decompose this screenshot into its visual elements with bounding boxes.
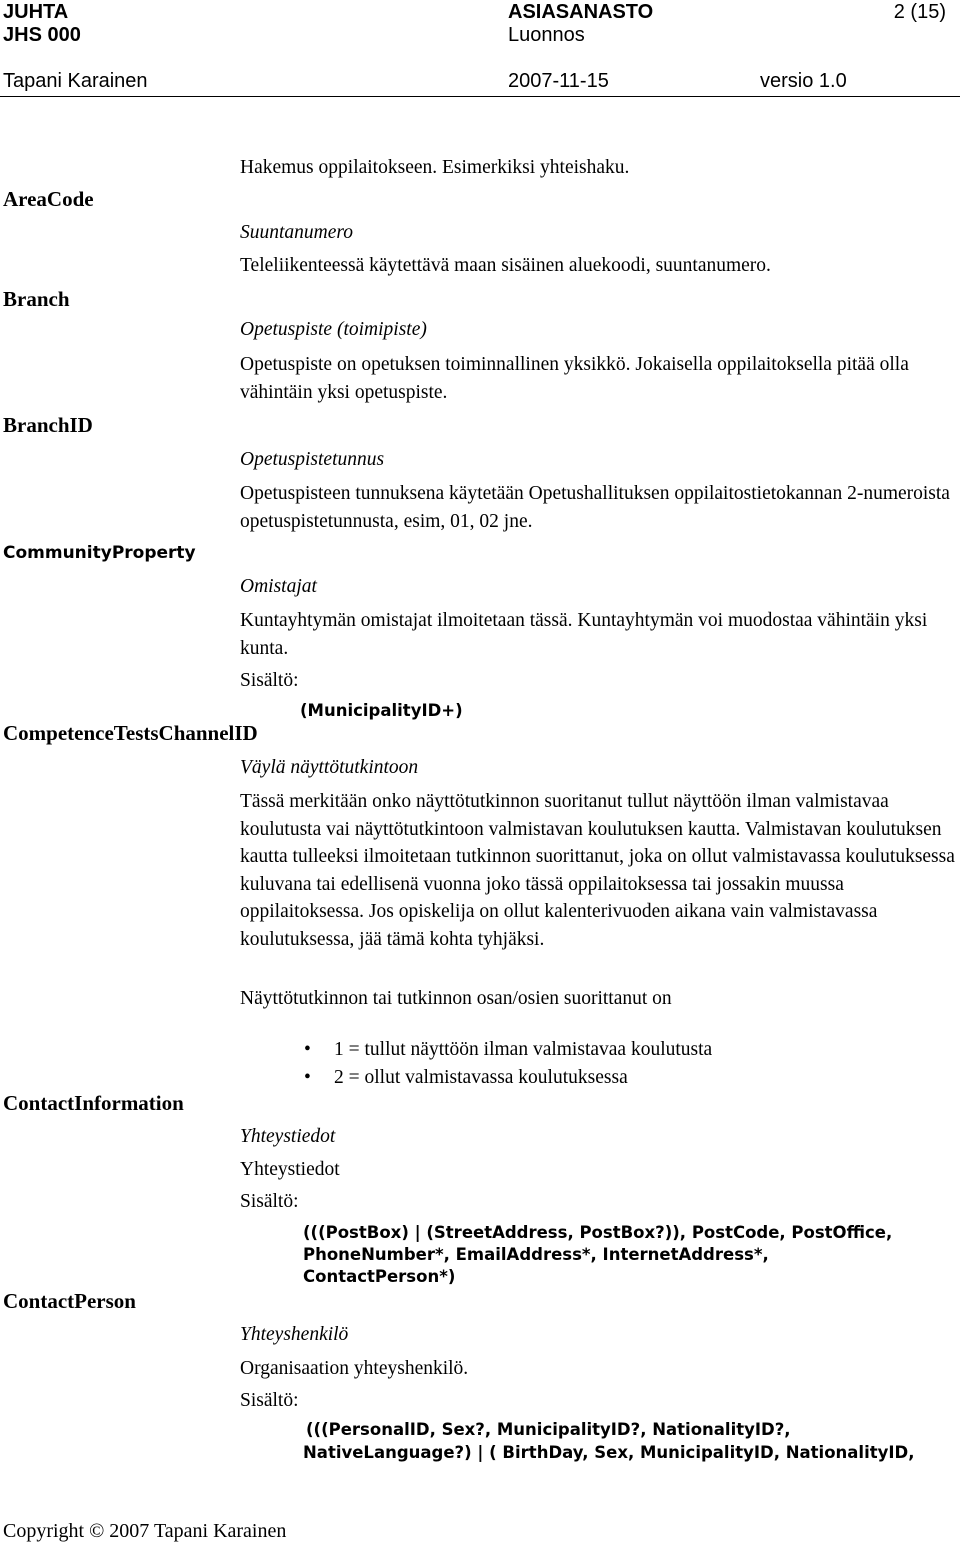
area-code-description: Teleliikenteessä käytettävä maan sisäinen aluekoodi, suuntanumero. (240, 255, 771, 276)
area-code-name: Suuntanumero (240, 222, 354, 243)
contact-person-content-label: Sisältö: (240, 1390, 299, 1411)
header-author: Tapani Karainen (3, 70, 148, 92)
competence-description: Tässä merkitään onko näyttötutkinnon suoritanut tullut näyttöön ilman valmistavaa koulutusta vai näyttötutkintoon valmistavan koulutuksen kautta. Valmistavan koulutuksen kautta tulleeksi ilmoitetaan tutkinnon suorittanut, joka on ollut valmistavassa koulutuksessa kuluvana tai edellisenä vuonna joko tässä oppilaitoksessa tai jossakin muussa oppilaitoksessa. Jos opiskelija on ollut kalenterivuoden aikana vain valmistavassa koulutuksessa, jää tämä kohta tyhjäksi. (240, 791, 955, 950)
header-page-number: 2 (15) (893, 1, 946, 23)
intro-line: Hakemus oppilaitokseen. Esimerkiksi yhteishaku. (240, 157, 630, 178)
header-version: versio 1.0 (760, 70, 847, 92)
competence-lead: Näyttötutkinnon tai tutkinnon osan/osien suorittanut on (240, 988, 672, 1009)
contact-information-content-label: Sisältö: (240, 1191, 299, 1212)
term-competence-tests-channel-id: CompetenceTestsChannelID (3, 721, 258, 745)
community-property-name: Omistajat (240, 576, 317, 597)
header-standard: JHS 000 (3, 24, 81, 46)
community-content-model: (MunicipalityID+) (300, 701, 463, 720)
community-property-description: Kuntayhtymän omistajat ilmoitetaan tässä. Kuntayhtymän voi muodostaa vähintäin yksi kunta. (240, 610, 928, 659)
header-divider (0, 96, 960, 97)
contact-information-description: Yhteystiedot (240, 1159, 340, 1180)
term-community-property: CommunityProperty (3, 543, 196, 563)
contact-information-content-line: PhoneNumber*, EmailAddress*, InternetAddress*, (303, 1245, 769, 1264)
list-item: • 1 = tullut näyttöön ilman valmistavaa koulutusta (300, 1036, 712, 1064)
term-area-code: AreaCode (3, 187, 94, 211)
contact-person-description: Organisaation yhteyshenkilö. (240, 1358, 469, 1379)
term-contact-person: ContactPerson (3, 1289, 136, 1313)
list-item: • 2 = ollut valmistavassa koulutuksessa (300, 1064, 712, 1092)
term-branch-id: BranchID (3, 413, 93, 437)
contact-information-name: Yhteystiedot (240, 1126, 336, 1147)
contact-person-name: Yhteyshenkilö (240, 1324, 349, 1345)
footer-copyright: Copyright © 2007 Tapani Karainen (3, 1520, 287, 1542)
branch-id-description: Opetuspisteen tunnuksena käytetään Opetushallituksen oppilaitostietokannan 2-numeroista opetuspistetunnusta, esim, 01, 02 jne. (240, 483, 950, 532)
term-contact-information: ContactInformation (3, 1091, 184, 1115)
contact-person-content-line: (((PersonalID, Sex?, MunicipalityID?, NationalityID?, (306, 1420, 791, 1439)
header-status: Luonnos (508, 24, 585, 46)
competence-options-list (300, 1036, 712, 1092)
header-date: 2007-11-15 (508, 70, 609, 92)
branch-name: Opetuspiste (toimipiste) (240, 319, 427, 340)
contact-person-content-line: NativeLanguage?) | ( BirthDay, Sex, MunicipalityID, NationalityID, (303, 1443, 915, 1462)
contact-information-content-line: (((PostBox) | (StreetAddress, PostBox?)), PostCode, PostOffice, (303, 1223, 893, 1242)
branch-description: Opetuspiste on opetuksen toiminnallinen yksikkö. Jokaisella oppilaitoksella pitää olla vähintäin yksi opetuspiste. (240, 354, 909, 403)
branch-id-name: Opetuspistetunnus (240, 449, 385, 470)
header-doc-title: ASIASANASTO (508, 1, 654, 23)
contact-information-content-line: ContactPerson*) (303, 1267, 456, 1286)
term-branch: Branch (3, 287, 70, 311)
competence-name: Väylä näyttötutkintoon (240, 757, 419, 778)
header-org: JUHTA (3, 1, 69, 23)
community-content-label: Sisältö: (240, 670, 299, 691)
